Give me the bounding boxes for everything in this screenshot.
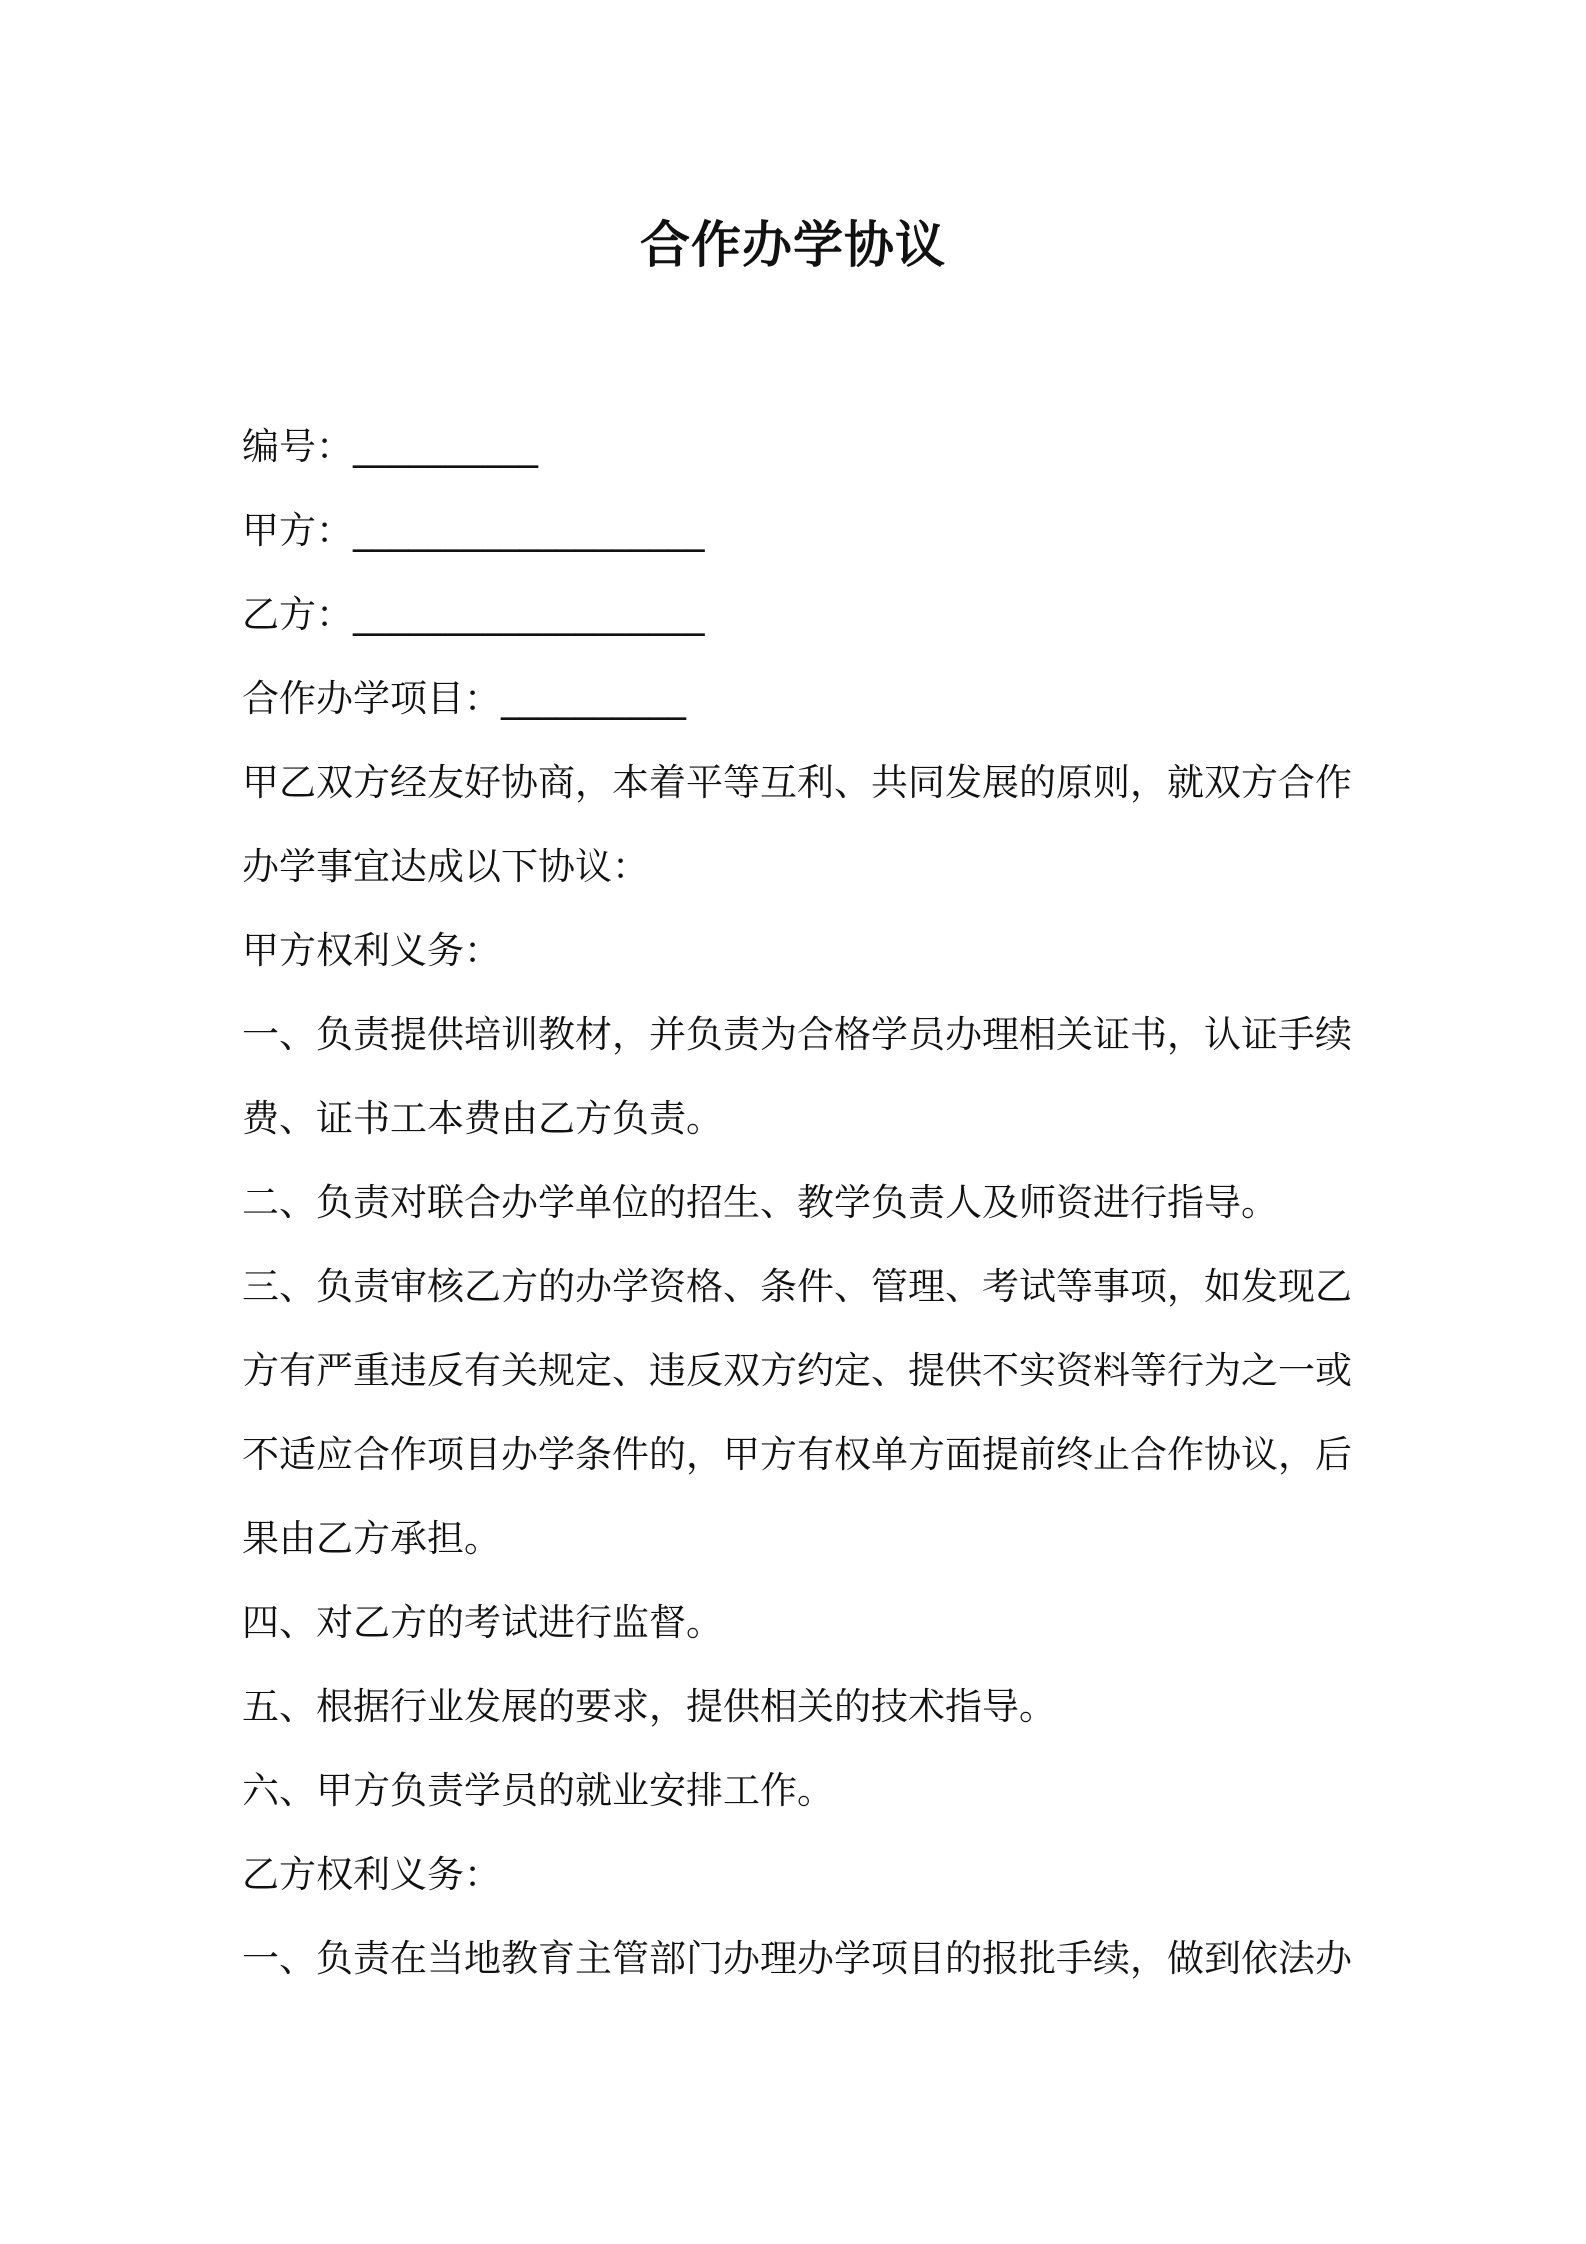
field-party-b bbox=[242, 573, 1362, 657]
paragraph-line: 不适应合作项目办学条件的，甲方有权单方面提前终止合作协议，后 bbox=[242, 1433, 1352, 1476]
paragraph-line: 二、负责对联合办学单位的招生、教学负责人及师资进行指导。 bbox=[242, 1181, 1278, 1224]
field-label: 甲方： bbox=[242, 509, 353, 552]
paragraph-line: 六、甲方负责学员的就业安排工作。 bbox=[242, 1769, 834, 1812]
field-label: 合作办学项目： bbox=[242, 677, 501, 720]
field-project bbox=[242, 657, 1362, 741]
field-blank: __________ bbox=[353, 425, 538, 468]
document-title: 合作办学协议 bbox=[640, 216, 946, 274]
paragraph-line: 一、负责在当地教育主管部门办理办学项目的报批手续，做到依法办 bbox=[242, 1937, 1352, 1980]
paragraph-line: 甲乙双方经友好协商，本着平等互利、共同发展的原则，就双方合作 bbox=[242, 761, 1352, 804]
paragraph-line: 办学事宜达成以下协议： bbox=[242, 845, 649, 888]
paragraph-line: 五、根据行业发展的要求，提供相关的技术指导。 bbox=[242, 1685, 1056, 1728]
paragraph-line: 三、负责审核乙方的办学资格、条件、管理、考试等事项，如发现乙 bbox=[242, 1265, 1352, 1308]
paragraph-line: 四、对乙方的考试进行监督。 bbox=[242, 1601, 723, 1644]
section-heading-party-a: 甲方权利义务： bbox=[242, 929, 501, 972]
field-blank: ___________________ bbox=[353, 593, 705, 636]
field-label: 乙方： bbox=[242, 593, 353, 636]
field-blank: ___________________ bbox=[353, 509, 705, 552]
field-serial-number bbox=[242, 405, 1362, 489]
field-party-a bbox=[242, 489, 1362, 573]
paragraph-line: 果由乙方承担。 bbox=[242, 1517, 501, 1560]
paragraph-line: 费、证书工本费由乙方负责。 bbox=[242, 1097, 723, 1140]
section-heading-party-b: 乙方权利义务： bbox=[242, 1853, 501, 1896]
field-label: 编号： bbox=[242, 425, 353, 468]
field-blank: __________ bbox=[501, 677, 686, 720]
paragraph-line: 方有严重违反有关规定、违反双方约定、提供不实资料等行为之一或 bbox=[242, 1349, 1352, 1392]
document-body bbox=[242, 405, 1362, 2001]
paragraph-line: 一、负责提供培训教材，并负责为合格学员办理相关证书，认证手续 bbox=[242, 1013, 1352, 1056]
